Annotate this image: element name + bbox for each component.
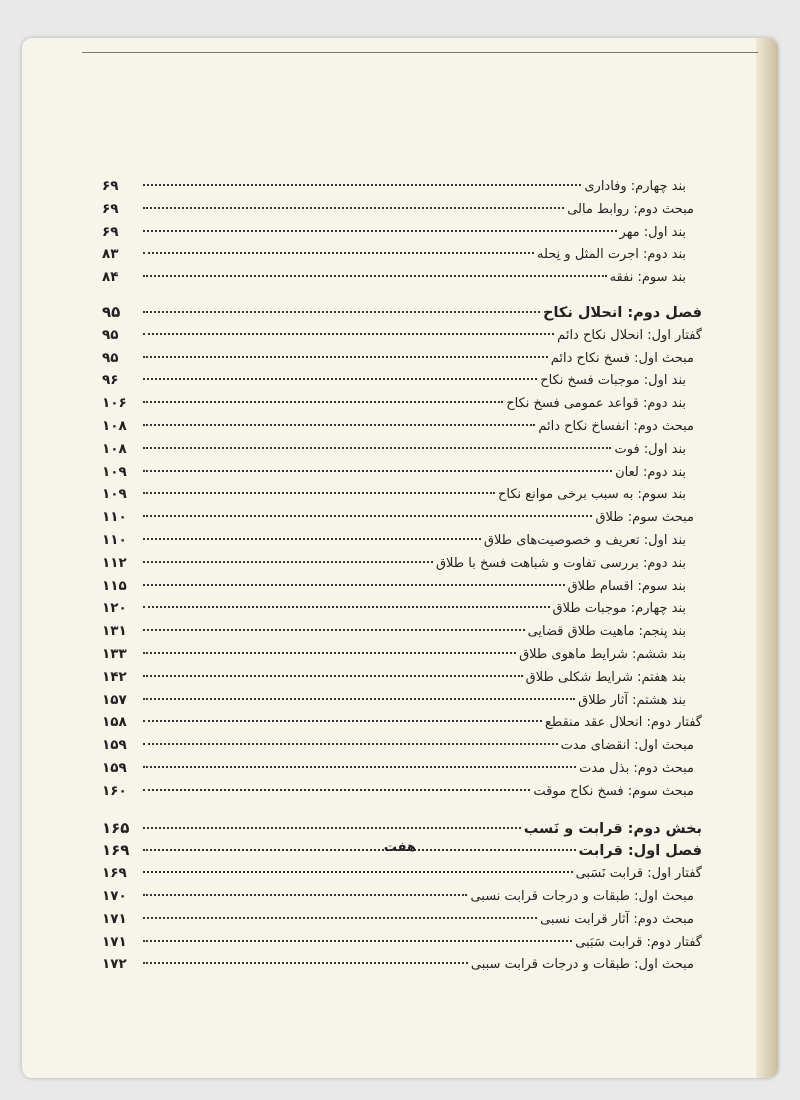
page-number-label: هفت — [383, 840, 417, 855]
toc-entry[interactable] — [102, 175, 702, 198]
toc-entry[interactable] — [102, 597, 702, 620]
toc-entry[interactable] — [102, 392, 702, 415]
toc-entry-page: ۸۳ — [102, 246, 119, 263]
toc-entry-page: ۱۰۸ — [102, 440, 127, 457]
toc-entry-title: مبحث دوم: بذل مدت — [579, 760, 694, 776]
toc-entry-page: ۸۴ — [102, 269, 119, 286]
toc-entry[interactable] — [102, 908, 702, 931]
toc-entry[interactable] — [102, 324, 702, 347]
toc-entry-title: گفتار دوم: انحلال عقد منقطع — [545, 715, 702, 731]
toc-entry-page: ۱۰۸ — [102, 417, 127, 434]
toc-entry-title: گفتار اول: انحلال نکاح دائم — [557, 327, 702, 343]
toc-entry-title: فصل اول: قرابت — [578, 843, 702, 860]
toc-entry-page: ۱۷۰ — [102, 887, 127, 904]
toc-entry-page: ۱۶۹ — [102, 841, 130, 860]
toc-entry-page: ۱۱۰ — [102, 531, 127, 548]
toc-entry-title: بند دوم: بررسی تفاوت و شباهت فسخ با طلاق — [435, 555, 686, 571]
toc-entry-page: ۹۵ — [102, 326, 119, 343]
toc-entry-page: ۶۹ — [102, 178, 119, 194]
toc-entry[interactable] — [102, 266, 702, 289]
toc-entry[interactable] — [102, 757, 702, 780]
toc-entry-page: ۱۶۰ — [102, 782, 127, 799]
toc-entry[interactable] — [102, 243, 702, 266]
toc-entry-title: مبحث دوم: انفساخ نکاح دائم — [538, 418, 694, 434]
toc-entry[interactable] — [102, 734, 702, 757]
toc-entry-page: ۱۷۲ — [102, 956, 127, 973]
toc-entry-title: بند ششم: شرایط ماهوی طلاق — [519, 646, 686, 662]
toc-entry-page: ۱۶۹ — [102, 865, 127, 882]
toc-entry-title: مبحث سوم: فسخ نکاح موقت — [533, 783, 694, 799]
toc-entry-page: ۱۱۵ — [102, 577, 127, 594]
toc-entry[interactable] — [102, 552, 702, 575]
toc-entry[interactable] — [102, 221, 702, 244]
toc-entry-page: ۱۷۱ — [102, 933, 127, 950]
toc-entry[interactable] — [102, 666, 702, 689]
toc-entry-page: ۱۰۹ — [102, 486, 127, 503]
toc-entry[interactable] — [102, 711, 702, 734]
toc-entry-page: ۹۵ — [102, 302, 121, 321]
toc-entry-title: بند سوم: اقسام طلاق — [567, 578, 686, 594]
toc-entry[interactable] — [102, 953, 702, 976]
toc-entry-title: بند سوم: نفقه — [609, 270, 686, 286]
toc-entry[interactable] — [102, 780, 702, 803]
toc-entry-page: ۱۰۶ — [102, 395, 127, 412]
toc-entry-title: گفتار اول: قرابت نَسَبی — [575, 866, 702, 882]
toc-entry-title: مبحث اول: انقضای مدت — [560, 738, 694, 754]
toc-entry-title: بند اول: تعریف و خصوصیت‌های طلاق — [483, 532, 686, 548]
toc-entry-title: مبحث اول: طبقات و درجات قرابت نسبی — [470, 888, 694, 904]
toc-entry-page: ۱۵۹ — [102, 737, 127, 754]
toc-entry[interactable] — [102, 461, 702, 484]
toc-entry-title: گفتار دوم: قرابت سَبَبی — [575, 934, 702, 950]
toc-entry-title: بند دوم: لعان — [615, 464, 686, 480]
toc-entry-page: ۶۹ — [102, 200, 119, 217]
toc-entry[interactable] — [102, 931, 702, 954]
toc-entry-title: مبحث دوم: آثار قرابت نسبی — [540, 911, 694, 927]
toc-entry-page: ۱۳۳ — [102, 645, 127, 662]
toc-entry-title: بند دوم: اجرت المثل و نِحله — [537, 247, 686, 263]
toc-entry[interactable] — [102, 198, 702, 221]
toc-entry[interactable] — [102, 575, 702, 598]
toc-entry-title: بند چهارم: موجبات طلاق — [552, 601, 686, 617]
toc-entry-title: بند پنجم: ماهیت طلاق قضایی — [527, 624, 686, 640]
toc-entry-page: ۱۵۹ — [102, 759, 127, 776]
toc-entry-page: ۱۱۲ — [102, 554, 127, 571]
toc-entry-title: بخش دوم: قرابت و نَسب — [523, 820, 702, 837]
toc-entry-title: بند چهارم: وفاداری — [584, 179, 686, 194]
toc-entry-page: ۱۳۱ — [102, 623, 127, 640]
page-binding-shadow — [756, 38, 778, 1078]
toc-entry[interactable] — [102, 347, 702, 370]
toc-part-heading[interactable] — [102, 817, 702, 840]
toc-entry-title: مبحث سوم: طلاق — [595, 510, 694, 526]
document-page — [22, 38, 778, 1078]
toc-entry-page: ۱۴۲ — [102, 668, 127, 685]
toc-entry-title: مبحث اول: طبقات و درجات قرابت سببی — [470, 957, 694, 973]
toc-entry[interactable] — [102, 689, 702, 712]
toc-entry[interactable] — [102, 529, 702, 552]
toc-entry-page: ۱۰۹ — [102, 463, 127, 480]
toc-entry-page: ۱۷۱ — [102, 910, 127, 927]
toc-entry-title: مبحث اول: فسخ نکاح دائم — [550, 350, 694, 366]
toc-entry[interactable] — [102, 438, 702, 461]
toc-entry[interactable] — [102, 643, 702, 666]
toc-entry-title: بند هشتم: آثار طلاق — [578, 692, 686, 708]
toc-entry[interactable] — [102, 862, 702, 885]
toc-entry-page: ۱۵۷ — [102, 691, 127, 708]
toc-entry-title: بند سوم: به سبب برخی موانع نکاح — [497, 487, 686, 503]
table-of-contents — [102, 175, 702, 976]
toc-entry-page: ۱۵۸ — [102, 714, 127, 731]
toc-entry-page: ۱۱۰ — [102, 509, 127, 526]
toc-chapter-heading[interactable] — [102, 301, 702, 324]
toc-entry-page: ۹۶ — [102, 372, 119, 389]
toc-entry-title: فصل دوم: انحلال نکاح — [543, 304, 702, 321]
toc-entry-title: مبحث دوم: روابط مالی — [567, 201, 694, 217]
toc-entry[interactable] — [102, 369, 702, 392]
toc-entry[interactable] — [102, 483, 702, 506]
toc-entry-title: بند اول: فوت — [614, 441, 686, 457]
toc-entry[interactable] — [102, 506, 702, 529]
toc-entry-title: بند دوم: قواعد عمومی فسخ نکاح — [506, 396, 686, 412]
toc-entry-page: ۶۹ — [102, 223, 119, 240]
toc-entry-title: بند هفتم: شرایط شکلی طلاق — [525, 669, 686, 685]
top-edge-line — [82, 52, 758, 53]
toc-entry-page: ۱۲۰ — [102, 600, 127, 617]
toc-entry[interactable] — [102, 415, 702, 438]
toc-entry-page: ۹۵ — [102, 349, 119, 366]
toc-entry-title: بند اول: مهر — [619, 224, 686, 240]
toc-entry[interactable] — [102, 885, 702, 908]
toc-entry-page: ۱۶۵ — [102, 818, 130, 837]
toc-entry-title: بند اول: موجبات فسخ نکاح — [540, 373, 686, 389]
toc-entry[interactable] — [102, 620, 702, 643]
